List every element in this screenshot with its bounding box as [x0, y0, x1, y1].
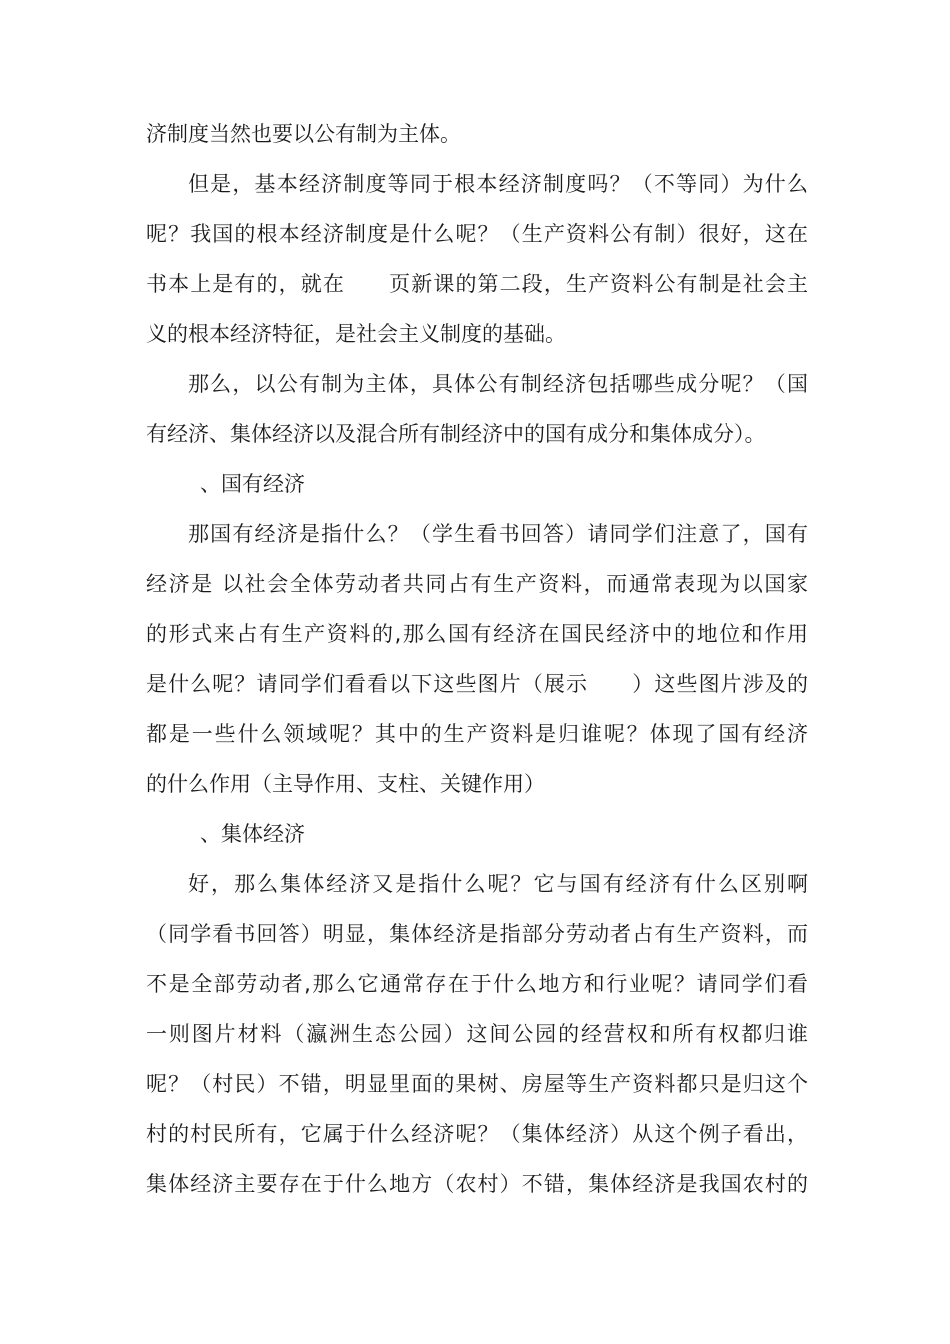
text-line: 呢？（村民）不错，明显里面的果树、房屋等生产资料都只是归这个 — [146, 1072, 808, 1096]
text-line: 村的村民所有，它属于什么经济呢？（集体经济）从这个例子看出， — [146, 1122, 808, 1146]
section-heading: 、国有经济 — [200, 472, 305, 496]
text-line: 那国有经济是指什么？（学生看书回答）请同学们注意了，国有 — [188, 522, 808, 546]
text-line: （同学看书回答）明显，集体经济是指部分劳动者占有生产资料，而 — [146, 922, 808, 946]
text-line: 那么，以公有制为主体，具体公有制经济包括哪些成分呢？（国 — [188, 372, 808, 396]
text-line: 集体经济主要存在于什么地方（农村）不错，集体经济是我国农村的 — [146, 1172, 808, 1196]
text-line: 一则图片材料（瀛洲生态公园）这间公园的经营权和所有权都归谁 — [146, 1022, 808, 1046]
text-line: 济制度当然也要以公有制为主体。 — [146, 122, 461, 146]
text-line: 好，那么集体经济又是指什么呢？它与国有经济有什么区别啊 — [188, 872, 808, 896]
section-heading: 、集体经济 — [200, 822, 305, 846]
text-line: 经济是 以社会全体劳动者共同占有生产资料，而通常表现为以国家 — [146, 572, 808, 596]
text-line: 的什么作用（主导作用、支柱、关键作用） — [146, 772, 545, 796]
text-line: 呢？我国的根本经济制度是什么呢？（生产资料公有制）很好，这在 — [146, 222, 808, 246]
text-line: 但是，基本经济制度等同于根本经济制度吗？（不等同）为什么 — [188, 172, 808, 196]
text-line: 的形式来占有生产资料的,那么国有经济在国民经济中的地位和作用 — [146, 622, 808, 646]
text-line: 有经济、集体经济以及混合所有制经济中的国有成分和集体成分）。 — [146, 422, 766, 446]
text-line: 都是一些什么领域呢？其中的生产资料是归谁呢？体现了国有经济 — [146, 722, 808, 746]
text-line: 是什么呢？请同学们看看以下这些图片（展示 ）这些图片涉及的 — [146, 672, 808, 696]
text-line: 书本上是有的，就在 页新课的第二段，生产资料公有制是社会主 — [146, 272, 808, 296]
text-line: 不是全部劳动者,那么它通常存在于什么地方和行业呢？请同学们看 — [146, 972, 808, 996]
text-line: 义的根本经济特征，是社会主义制度的基础。 — [146, 322, 566, 346]
